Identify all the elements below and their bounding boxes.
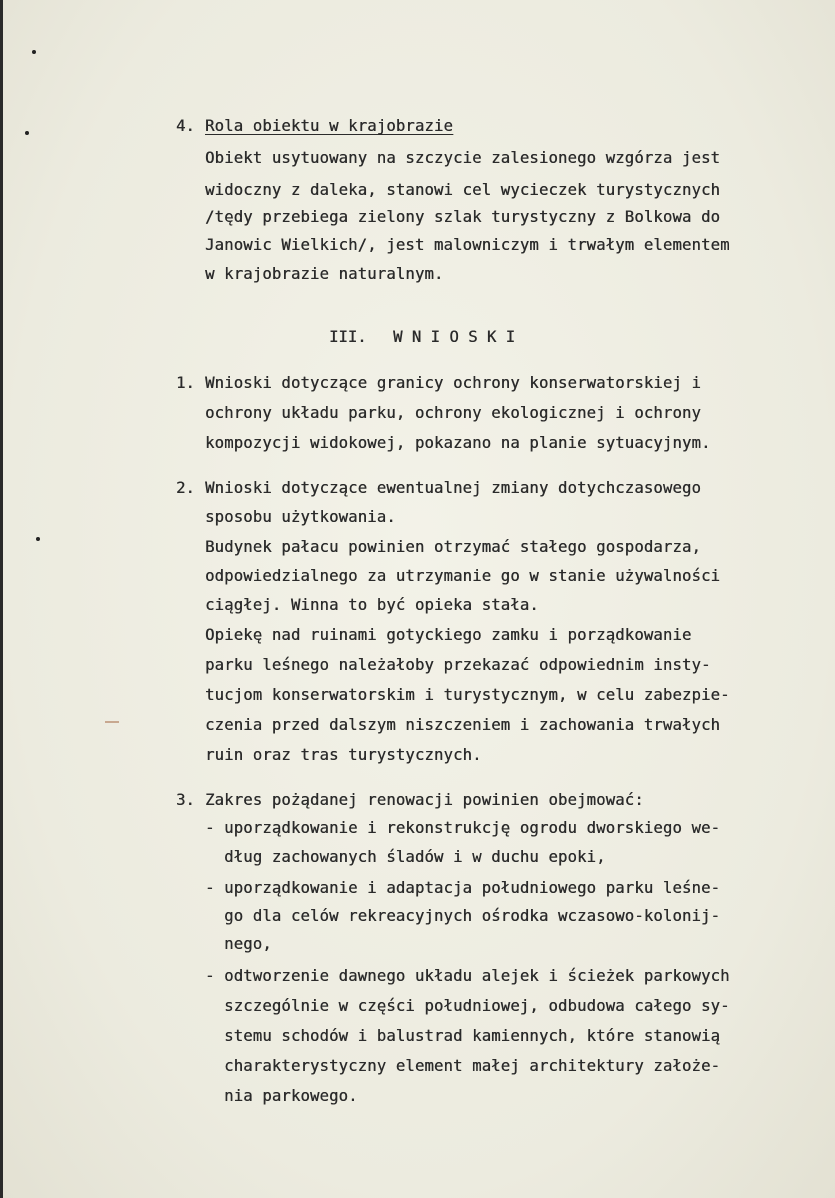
item-2-line: ruin oraz tras turystycznych.: [205, 746, 482, 764]
item-2-line: sposobu użytkowania.: [205, 508, 396, 526]
item-2-line: Wnioski dotyczące ewentualnej zmiany dotychczasowego: [205, 479, 701, 497]
section-4-line: widoczny z daleka, stanowi cel wycieczek turystycznych: [205, 181, 721, 199]
item-3-line: dług zachowanych śladów i w duchu epoki,: [205, 848, 606, 866]
section-3-roman: III.: [329, 328, 367, 346]
margin-dot: [32, 50, 36, 54]
item-2-line: ciągłej. Winna to być opieka stała.: [205, 596, 539, 614]
section-4-line: Obiekt usytuowany na szczycie zalesionego wzgórza jest: [205, 149, 721, 167]
item-3-line: szczególnie w części południowej, odbudowa całego sy-: [205, 997, 730, 1015]
item-3-line: nia parkowego.: [205, 1087, 358, 1105]
section-4-line: Janowic Wielkich/, jest malowniczym i trwałym elementem: [205, 236, 730, 254]
item-3-line: stemu schodów i balustrad kamiennych, które stanowią: [205, 1027, 721, 1045]
item-3-line: nego,: [205, 935, 272, 953]
item-3-line: - uporządkowanie i adaptacja południowego parku leśne-: [205, 879, 721, 897]
margin-dot: [36, 537, 40, 541]
item-2-line: czenia przed dalszym niszczeniem i zachowania trwałych: [205, 716, 721, 734]
margin-dot: [25, 131, 29, 135]
item-2-number: 2.: [176, 479, 195, 497]
item-3-number: 3.: [176, 791, 195, 809]
section-4-line: w krajobrazie naturalnym.: [205, 265, 444, 283]
section-4-number: 4.: [176, 117, 195, 135]
item-1-line: ochrony układu parku, ochrony ekologicznej i ochrony: [205, 404, 701, 422]
item-3-line: - odtworzenie dawnego układu alejek i ścieżek parkowych: [205, 967, 730, 985]
item-2-line: tucjom konserwatorskim i turystycznym, w celu zabezpie-: [205, 686, 730, 704]
item-1-line: kompozycji widokowej, pokazano na planie sytuacyjnym.: [205, 434, 711, 452]
item-3-intro: Zakres pożądanej renowacji powinien obejmować:: [205, 791, 644, 809]
item-2-line: Budynek pałacu powinien otrzymać stałego gospodarza,: [205, 538, 701, 556]
item-2-line: Opiekę nad ruinami gotyckiego zamku i porządkowanie: [205, 626, 692, 644]
margin-dash-mark: [105, 721, 119, 723]
item-3-line: charakterystyczny element małej architektury założe-: [205, 1057, 721, 1075]
item-2-line: odpowiedzialnego za utrzymanie go w stanie używalności: [205, 567, 721, 585]
section-4-title: Rola obiektu w krajobrazie: [205, 117, 453, 135]
section-3-heading: W N I O S K I: [393, 328, 516, 346]
item-1-number: 1.: [176, 374, 195, 392]
item-2-line: parku leśnego należałoby przekazać odpowiednim insty-: [205, 656, 711, 674]
item-3-line: - uporządkowanie i rekonstrukcję ogrodu dworskiego we-: [205, 819, 721, 837]
section-4-line: /tędy przebiega zielony szlak turystyczny z Bolkowa do: [205, 208, 721, 226]
item-3-line: go dla celów rekreacyjnych ośrodka wczasowo-kolonij-: [205, 907, 721, 925]
item-1-line: Wnioski dotyczące granicy ochrony konserwatorskiej i: [205, 374, 701, 392]
